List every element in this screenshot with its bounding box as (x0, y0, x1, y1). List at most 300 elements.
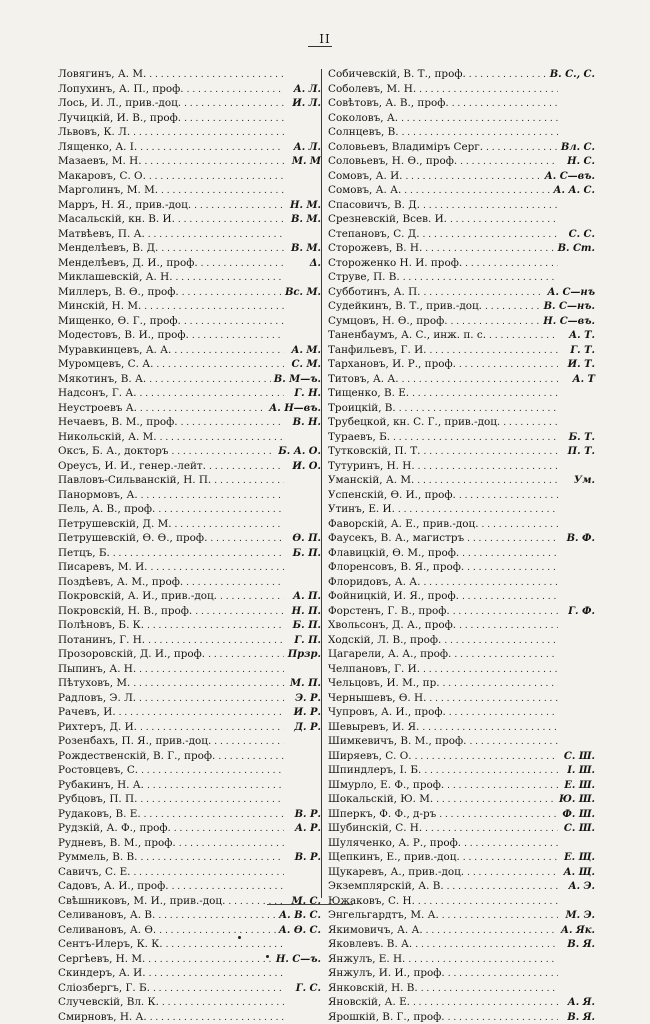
dot-leader (182, 286, 282, 300)
author-signature: Вс. М. (285, 286, 322, 300)
author-name: Тищенко, В. Е. (328, 386, 409, 401)
dot-leader (418, 460, 558, 474)
dot-leader (133, 677, 284, 691)
dot-leader (423, 228, 558, 242)
list-item (58, 763, 322, 778)
dot-leader (113, 547, 284, 561)
dot-leader (469, 68, 547, 82)
author-name: Шпиндлеръ, І. Б. (328, 763, 421, 778)
dot-leader (218, 750, 284, 764)
dot-leader (459, 619, 558, 633)
list-item (58, 401, 322, 416)
dot-leader (464, 837, 558, 851)
author-signature: А. Л. (287, 141, 322, 155)
dot-leader (149, 170, 284, 184)
list-item (58, 647, 322, 662)
list-item (58, 923, 322, 938)
list-item (58, 560, 322, 575)
author-signature: Ю. Ш. (559, 793, 596, 807)
list-item (328, 82, 596, 97)
author-signature: В. С—нъ. (544, 300, 596, 314)
author-name: Энгельгардтъ, М. А. (328, 908, 439, 923)
list-item (328, 386, 596, 401)
dot-leader (423, 445, 558, 459)
list-item (58, 140, 322, 155)
list-item (328, 96, 596, 111)
list-item (58, 183, 322, 198)
dot-leader (141, 489, 284, 503)
dot-leader (208, 648, 284, 662)
list-item (328, 67, 596, 82)
dot-leader (465, 257, 558, 271)
dot-leader (148, 953, 273, 967)
author-name: Лучицкій, И. В., проф. (58, 111, 181, 126)
author-signature: А. А. С. (553, 184, 596, 198)
dot-leader (145, 155, 284, 169)
list-item (328, 749, 596, 764)
author-name: Соловьевъ, Н. Ө., проф. (328, 154, 457, 169)
dot-leader (192, 329, 284, 343)
dot-leader (462, 590, 558, 604)
author-signature: В. Я. (561, 1011, 596, 1024)
author-signature: Н. П. (287, 605, 322, 619)
list-item (58, 749, 322, 764)
list-item (328, 343, 596, 358)
author-name: Муромцевъ, С. А. (58, 357, 153, 372)
author-name: Хвольсонъ, Д. А., проф. (328, 618, 456, 633)
dot-leader (144, 808, 284, 822)
dot-leader (439, 808, 558, 822)
list-item (58, 778, 322, 793)
dot-leader (467, 866, 558, 880)
author-name: Миллеръ, В. Ө., проф. (58, 285, 179, 300)
author-name: Случевскій, Вл. К. (58, 995, 159, 1010)
footer-rule (267, 904, 353, 905)
dot-leader (404, 184, 550, 198)
list-item (58, 299, 322, 314)
author-name: Панормовъ, А. (58, 488, 138, 503)
list-item (328, 879, 596, 894)
author-name: Покровскій, Н. В., проф. (58, 604, 192, 619)
dot-leader (172, 880, 284, 894)
list-item (58, 850, 322, 865)
author-name: Неустроевъ А. (58, 401, 137, 416)
list-item (58, 531, 322, 546)
list-item (58, 96, 322, 111)
dot-leader (469, 735, 558, 749)
author-name: Рубакинъ, Н. А. (58, 778, 144, 793)
author-signature: М. Э. (561, 909, 596, 923)
list-item (328, 589, 596, 604)
author-name: Свѣшниковъ, М. И., прив.-доц. (58, 894, 225, 909)
dot-leader (444, 634, 558, 648)
author-name: Титовъ, А. А. (328, 372, 399, 387)
author-name: Марголинъ, М. М. (58, 183, 158, 198)
author-name: Лось, И. Л., прив.-доц. (58, 96, 181, 111)
author-name: Танфильевъ, Г. И. (328, 343, 426, 358)
author-signature: А. В. С. (279, 909, 322, 923)
dot-leader (413, 996, 558, 1010)
dot-leader (119, 706, 284, 720)
page-number-rule (308, 46, 332, 47)
author-name: Флоридовъ, А. А. (328, 575, 420, 590)
list-item (328, 966, 596, 981)
dot-leader (179, 837, 284, 851)
list-item (328, 299, 596, 314)
dot-leader (401, 112, 558, 126)
author-signature: Б. Т. (561, 431, 596, 445)
list-item (328, 372, 596, 387)
dot-leader (452, 97, 558, 111)
author-signature: А. С—въ. (545, 170, 596, 184)
dot-leader (460, 155, 558, 169)
author-signature: Г. Н. (287, 387, 322, 401)
list-item (58, 821, 322, 836)
author-signature: Вл. С. (561, 141, 596, 155)
dot-leader (139, 663, 284, 677)
list-item (58, 879, 322, 894)
dot-leader (186, 576, 284, 590)
dot-leader (408, 953, 558, 967)
author-name: Ходскій, Л. В., проф. (328, 633, 441, 648)
dot-leader (174, 344, 284, 358)
dot-leader (184, 97, 284, 111)
list-item (58, 285, 322, 300)
dot-leader (178, 213, 284, 227)
author-name: Надсонъ, Г. А. (58, 386, 137, 401)
dot-leader (181, 416, 284, 430)
list-item (328, 488, 596, 503)
author-name: Руммель, В. В. (58, 850, 137, 865)
author-name: Таненбаумъ, А. С., инж. п. с. (328, 328, 486, 343)
list-item (58, 604, 322, 619)
list-item (328, 314, 596, 329)
dot-leader (147, 779, 284, 793)
list-item (328, 444, 596, 459)
author-name: Экземплярскій, А. В. (328, 879, 444, 894)
dot-leader (467, 532, 558, 546)
dot-leader (421, 982, 558, 996)
list-item (328, 633, 596, 648)
list-item (328, 270, 596, 285)
author-name: Сумцовъ, Н. Ө., проф. (328, 314, 448, 329)
author-name: Прозоровскій, Д. И., проф. (58, 647, 205, 662)
dot-leader (166, 938, 284, 952)
author-name: Шокальскій, Ю. М. (328, 792, 433, 807)
author-signature: И. О. (287, 460, 322, 474)
list-item (328, 154, 596, 169)
author-name: Мякотинъ, В. А. (58, 372, 146, 387)
author-name: Мищенко, Ө. Г., проф. (58, 314, 181, 329)
dot-leader (463, 851, 558, 865)
list-item (328, 662, 596, 677)
list-item (328, 981, 596, 996)
list-item (328, 473, 596, 488)
author-name: Тархановъ, И. Р., проф. (328, 357, 456, 372)
author-name: Никольскій, А. М. (58, 430, 157, 445)
dot-leader (399, 402, 558, 416)
author-name: Субботинъ, А. П. (328, 285, 421, 300)
list-item (58, 908, 322, 923)
author-signature: А. С—нъ (547, 286, 596, 300)
dot-leader (447, 779, 558, 793)
author-signature: Б. П. (287, 547, 322, 561)
author-name: Сомовъ, А. И. (328, 169, 402, 184)
author-name: Тутуринъ, Н. Н. (328, 459, 415, 474)
author-name: Рудаковъ, В. Е. (58, 807, 141, 822)
print-speck (266, 955, 269, 958)
author-signature: В. Я. (561, 938, 596, 952)
author-name: Писаревъ, М. И. (58, 560, 147, 575)
author-signature: І. Ш. (561, 764, 596, 778)
list-item (328, 328, 596, 343)
author-name: Ярошкій, В. Г., проф. (328, 1010, 445, 1024)
author-signature: С. Ш. (561, 822, 596, 836)
dot-leader (482, 518, 558, 532)
author-name: Южаковъ, С. Н. (328, 894, 415, 909)
dot-leader (417, 474, 558, 488)
author-signature: Д. Р. (287, 721, 322, 735)
list-item (328, 560, 596, 575)
list-item (328, 1010, 596, 1024)
dot-leader (393, 431, 558, 445)
author-signature: А. Ө. С. (279, 924, 322, 938)
author-name: Фаворскій, А. Е., прив.-доц. (328, 517, 479, 532)
dot-leader (184, 112, 284, 126)
list-item (58, 618, 322, 633)
author-signature: Э. Р. (287, 692, 322, 706)
list-item (328, 430, 596, 445)
list-item (328, 850, 596, 865)
dot-leader (418, 895, 558, 909)
list-item (58, 865, 322, 880)
list-item (58, 415, 322, 430)
author-signature: В. М. (287, 213, 322, 227)
author-signature: А. М. (287, 344, 322, 358)
dot-leader (174, 822, 284, 836)
list-item (328, 575, 596, 590)
dot-leader (175, 518, 284, 532)
dot-leader (133, 126, 284, 140)
author-name: Струве, П. В. (328, 270, 400, 285)
list-item (328, 778, 596, 793)
author-name: Сліозбергъ, Г. Б. (58, 981, 150, 996)
list-item (328, 604, 596, 619)
left-column (58, 67, 322, 1024)
list-item (58, 111, 322, 126)
author-name: Фойницкій, И. Я., проф. (328, 589, 459, 604)
list-item (58, 1010, 322, 1024)
dot-leader (443, 677, 558, 691)
dot-leader (451, 315, 541, 329)
dot-leader (412, 387, 558, 401)
dot-leader (140, 387, 284, 401)
author-name: Солнцевъ, В. (328, 125, 399, 140)
list-item (328, 923, 596, 938)
author-signature: В. Р. (287, 851, 322, 865)
author-name: Щукаревъ, А., прив.-доц. (328, 865, 464, 880)
author-name: Львовъ, К. Л. (58, 125, 130, 140)
list-item (328, 531, 596, 546)
dot-leader (415, 938, 558, 952)
author-signature: Ум. (561, 474, 596, 488)
list-item (328, 734, 596, 749)
author-signature: А. Т (561, 373, 596, 387)
dot-leader (194, 199, 284, 213)
dot-leader (429, 692, 558, 706)
author-name: Спасовичъ, В. Д. (328, 198, 420, 213)
dot-leader (140, 851, 284, 865)
dot-leader (150, 561, 284, 575)
list-item (58, 517, 322, 532)
author-name: Сентъ-Илеръ, К. К. (58, 937, 163, 952)
author-name: Ростовцевъ, С. (58, 763, 138, 778)
dot-leader (453, 605, 558, 619)
list-item (58, 981, 322, 996)
list-item (58, 430, 322, 445)
list-item (328, 212, 596, 227)
dot-leader (148, 228, 284, 242)
author-name: Степановъ, С. Д. (328, 227, 420, 242)
author-name: Потанинъ, Г. Н. (58, 633, 145, 648)
author-name: Стороженко Н. И. проф. (328, 256, 462, 271)
author-name: Чельцовъ, И. М., пр. (328, 676, 440, 691)
dot-leader (133, 866, 284, 880)
list-item (328, 517, 596, 532)
list-item (58, 502, 322, 517)
author-name: Судейкинъ, В. Т., прив.-доц. (328, 299, 482, 314)
list-item (328, 647, 596, 662)
list-item (328, 720, 596, 735)
author-name: Успенскій, Ө. И., проф. (328, 488, 456, 503)
author-name: Петцъ, Б. (58, 546, 110, 561)
author-name: Марръ, Н. Я., прив.-доц. (58, 198, 191, 213)
dot-leader (447, 880, 558, 894)
list-item (328, 676, 596, 691)
dot-leader (139, 692, 284, 706)
author-name: Савичъ, С. Е. (58, 865, 130, 880)
author-signature: С. С. (561, 228, 596, 242)
list-item (58, 459, 322, 474)
dot-leader (140, 721, 284, 735)
dot-leader (454, 648, 558, 662)
author-name: Селивановъ, А. В. (58, 908, 155, 923)
author-name: Ловягинъ, А. М. (58, 67, 146, 82)
list-item (58, 357, 322, 372)
author-name: Рачевъ, И. (58, 705, 116, 720)
author-name: Шевыревъ, И. Я. (328, 720, 419, 735)
author-name: Менделѣевъ, Д. И., проф. (58, 256, 198, 271)
list-item (328, 125, 596, 140)
list-item (58, 227, 322, 242)
author-name: Соколовъ, А. (328, 111, 398, 126)
author-signature: М. С. (287, 895, 322, 909)
list-item (328, 459, 596, 474)
list-item (58, 198, 322, 213)
list-item (58, 705, 322, 720)
dot-leader (149, 68, 284, 82)
dot-leader (448, 1011, 558, 1024)
author-signature: Δ. (287, 257, 322, 271)
author-signature: А. Я. (561, 996, 596, 1010)
dot-leader (153, 982, 284, 996)
author-name: Поздѣевъ, А. М., проф. (58, 575, 183, 590)
author-signature: В. С., С. (550, 68, 596, 82)
author-signature: Ө. П. (287, 532, 322, 546)
list-item (58, 241, 322, 256)
dot-leader (503, 416, 558, 430)
dot-leader (161, 242, 284, 256)
author-signature: Н. С—въ. (543, 315, 596, 329)
dot-leader (425, 822, 558, 836)
dot-leader (442, 909, 558, 923)
author-name: Яковлевъ. В. А. (328, 937, 412, 952)
dot-leader (141, 764, 284, 778)
list-item (328, 807, 596, 822)
author-name: Радловъ, Э. Л. (58, 691, 136, 706)
author-signature: В. Ф. (561, 532, 596, 546)
list-item (328, 183, 596, 198)
author-name: Цагарели, А. А., проф. (328, 647, 451, 662)
list-item (328, 691, 596, 706)
list-item (328, 227, 596, 242)
author-name: Лященко, А. I. (58, 140, 137, 155)
dot-leader (462, 547, 558, 561)
dot-leader (147, 619, 284, 633)
author-name: Янковскій, Н. В. (328, 981, 418, 996)
author-name: Ширяевъ, С. О. (328, 749, 412, 764)
author-signature: А. Н—въ. (269, 402, 322, 416)
dot-leader (149, 373, 271, 387)
author-name: Селивановъ, А. Ө. (58, 923, 156, 938)
author-name: Петрушевскій, Ө. Ө., проф. (58, 531, 207, 546)
dot-leader (144, 300, 284, 314)
author-signature: В. М—ъ. (274, 373, 322, 387)
author-name: Петрушевскій, Д. М. (58, 517, 172, 532)
list-item (328, 705, 596, 720)
author-signature: С. М. (287, 358, 322, 372)
author-name: Рождественскій, В. Г., проф. (58, 749, 215, 764)
author-name: Якимовичъ, А. А. (328, 923, 423, 938)
list-item (328, 937, 596, 952)
list-item (58, 734, 322, 749)
dot-leader (209, 460, 284, 474)
dot-leader (423, 199, 558, 213)
author-name: Собичевскій, В. Т., проф. (328, 67, 466, 82)
author-signature: Е. Щ. (561, 851, 596, 865)
author-name: Форстенъ, Г. В., проф. (328, 604, 450, 619)
dot-leader (423, 663, 558, 677)
list-item (328, 256, 596, 271)
author-name: Пѣтуховъ, М. (58, 676, 130, 691)
author-name: Скиндеръ, А. И. (58, 966, 146, 981)
dot-leader (201, 257, 284, 271)
author-signature: А. Э. (561, 880, 596, 894)
author-signature: С. Ш. (561, 750, 596, 764)
author-name: Смирновъ, Н. А. (58, 1010, 147, 1024)
author-name: Модестовъ, В. И., проф. (58, 328, 189, 343)
author-name: Троицкій, В. (328, 401, 396, 416)
author-name: Тутковскій, П. Т. (328, 444, 420, 459)
dot-leader (422, 721, 558, 735)
dot-leader (214, 735, 284, 749)
print-speck (238, 936, 241, 939)
author-name: Нечаевъ, В. М., проф. (58, 415, 178, 430)
list-item (328, 111, 596, 126)
dot-leader (402, 126, 558, 140)
list-item (58, 633, 322, 648)
author-name: Садовъ, А. И., проф. (58, 879, 169, 894)
